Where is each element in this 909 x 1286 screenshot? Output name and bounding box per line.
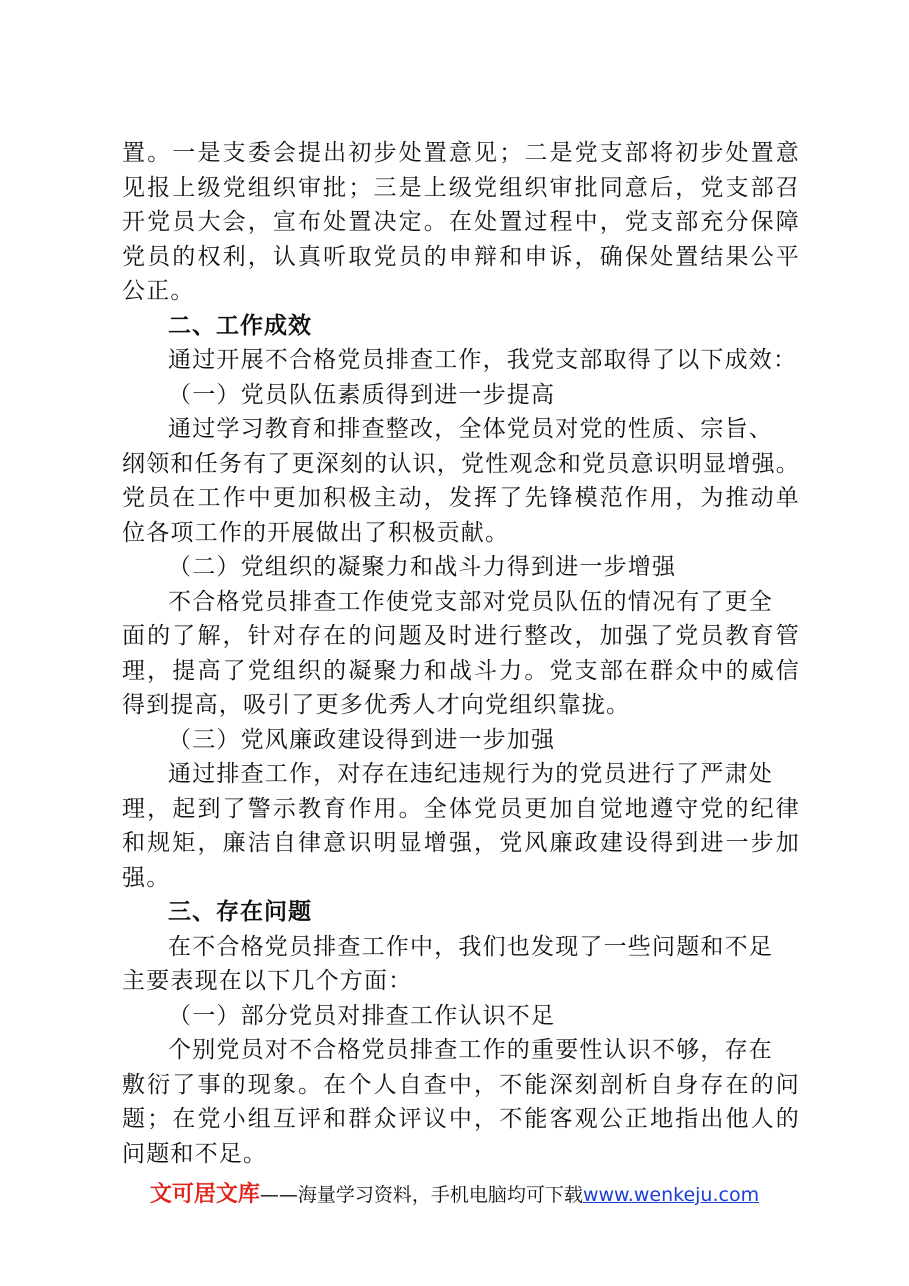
footer-website-link[interactable]: www.wenkeju.com bbox=[582, 1184, 760, 1206]
paragraph-line: 在不合格党员排查工作中，我们也发现了一些问题和不足 bbox=[168, 933, 773, 960]
paragraph-line: 通过开展不合格党员排查工作，我党支部取得了以下成效： bbox=[168, 347, 798, 373]
paragraph-line: 面的了解，针对存在的问题及时进行整改，加强了党员教育管 bbox=[122, 623, 800, 649]
paragraph-line: 得到提高，吸引了更多优秀人才向党组织靠拢。 bbox=[122, 692, 631, 718]
paragraph-line: 党员的权利，认真听取党员的申辩和申诉，确保处置结果公平 bbox=[122, 243, 800, 270]
subsection-heading: （三）党风廉政建设得到进一步加强 bbox=[168, 726, 556, 753]
paragraph-line: 开党员大会，宣布处置决定。在处置过程中，党支部充分保障 bbox=[122, 209, 800, 235]
paragraph-line: 见报上级党组织审批；三是上级党组织审批同意后，党支部召 bbox=[122, 174, 800, 201]
paragraph-line: 置。一是支委会提出初步处置意见；二是党支部将初步处置意 bbox=[122, 140, 800, 166]
paragraph-line: 敷衍了事的现象。在个人自查中，不能深刻剖析自身存在的问 bbox=[122, 1071, 800, 1098]
paragraph-line: 和规矩，廉洁自律意识明显增强，党风廉政建设得到进一步加 bbox=[122, 830, 800, 856]
section-heading: 三、存在问题 bbox=[168, 899, 312, 925]
footer-tagline: ——海量学习资料，手机电脑均可下载 bbox=[259, 1184, 583, 1206]
subsection-heading: （一）党员队伍素质得到进一步提高 bbox=[168, 381, 556, 408]
paragraph-line: 纲领和任务有了更深刻的认识，党性观念和党员意识明显增强。 bbox=[122, 450, 800, 477]
paragraph-line: 位各项工作的开展做出了积极贡献。 bbox=[122, 519, 510, 546]
subsection-heading: （二）党组织的凝聚力和战斗力得到进一步增强 bbox=[168, 554, 677, 580]
paragraph-line: 通过学习教育和排查整改，全体党员对党的性质、宗旨、 bbox=[168, 416, 773, 442]
paragraph-line: 理，起到了警示教育作用。全体党员更加自觉地遵守党的纪律 bbox=[122, 795, 800, 822]
paragraph-line: 公正。 bbox=[122, 278, 195, 304]
paragraph-line: 个别党员对不合格党员排查工作的重要性认识不够，存在 bbox=[168, 1037, 773, 1063]
paragraph-line: 党员在工作中更加积极主动，发挥了先锋模范作用，为推动单 bbox=[122, 485, 800, 511]
paragraph-line: 理，提高了党组织的凝聚力和战斗力。党支部在群众中的威信 bbox=[122, 657, 800, 684]
footer-banner bbox=[0, 1180, 909, 1210]
paragraph-line: 题；在党小组互评和群众评议中，不能客观公正地指出他人的 bbox=[122, 1106, 800, 1132]
paragraph-line: 问题和不足。 bbox=[122, 1140, 268, 1167]
subsection-heading: （一）部分党员对排查工作认识不足 bbox=[168, 1002, 556, 1029]
paragraph-line: 通过排查工作，对存在违纪违规行为的党员进行了严肃处 bbox=[168, 761, 773, 787]
footer-brand: 文可居文库 bbox=[149, 1182, 260, 1207]
paragraph-line: 不合格党员排查工作使党支部对党员队伍的情况有了更全 bbox=[168, 588, 773, 615]
document-body bbox=[122, 136, 800, 1171]
section-heading: 二、工作成效 bbox=[168, 312, 312, 339]
paragraph-line: 主要表现在以下几个方面： bbox=[122, 968, 413, 994]
paragraph-line: 强。 bbox=[122, 864, 171, 891]
